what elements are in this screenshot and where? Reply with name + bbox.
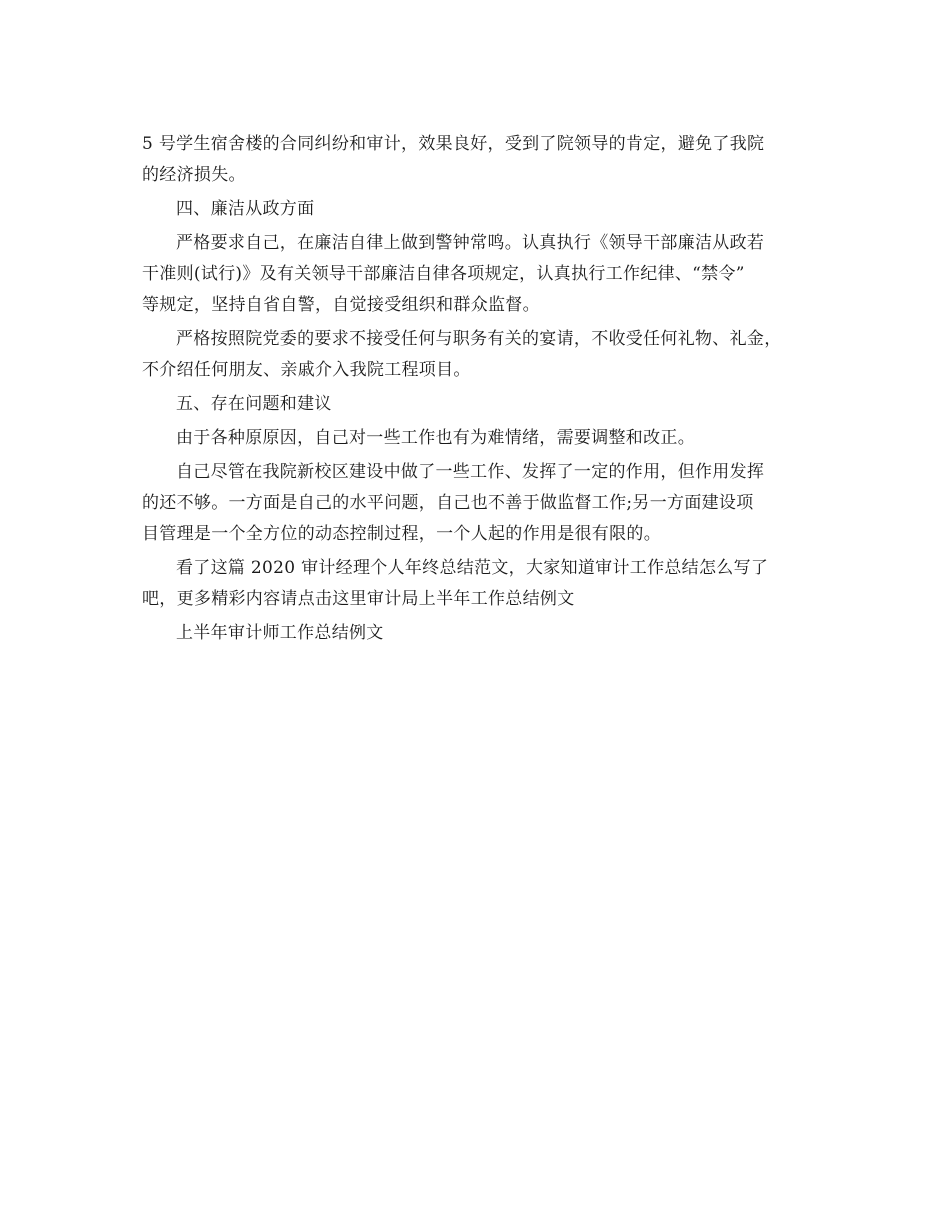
paragraph-line: 干准则(试行)》及有关领导干部廉洁自律各项规定，认真执行工作纪律、“禁令” (142, 264, 745, 284)
paragraph-line: 自己尽管在我院新校区建设中做了一些工作、发挥了一定的作用，但作用发挥 (176, 462, 765, 482)
related-article-link-line[interactable]: 吧，更多精彩内容请点击这里审计局上半年工作总结例文 (142, 589, 575, 609)
paragraph-line: 看了这篇 2020 审计经理个人年终总结范文，大家知道审计工作总结怎么写了 (176, 558, 769, 578)
paragraph-line: 严格按照院党委的要求不接受任何与职务有关的宴请，不收受任何礼物、礼金， (176, 329, 782, 349)
paragraph-line: 5 号学生宿舍楼的合同纠纷和审计，效果良好，受到了院领导的肯定，避免了我院 (142, 134, 765, 154)
paragraph-line: 不介绍任何朋友、亲戚介入我院工程项目。 (142, 360, 471, 380)
paragraph-line: 的经济损失。 (142, 165, 246, 185)
paragraph-line: 等规定，坚持自省自警，自觉接受组织和群众监督。 (142, 295, 540, 315)
document-body (142, 129, 832, 649)
related-article-link[interactable]: 上半年审计师工作总结例文 (176, 623, 384, 643)
paragraph-line: 严格要求自己，在廉洁自律上做到警钟常鸣。认真执行《领导干部廉洁从政若 (176, 233, 765, 253)
section-heading: 四、廉洁从政方面 (176, 199, 315, 219)
paragraph-line: 的还不够。一方面是自己的水平问题，自己也不善于做监督工作;另一方面建设项 (142, 493, 754, 513)
paragraph-line: 由于各种原原因，自己对一些工作也有为难情绪，需要调整和改正。 (176, 428, 695, 448)
paragraph-line: 目管理是一个全方位的动态控制过程，一个人起的作用是很有限的。 (142, 524, 661, 544)
section-heading: 五、存在问题和建议 (176, 394, 332, 414)
